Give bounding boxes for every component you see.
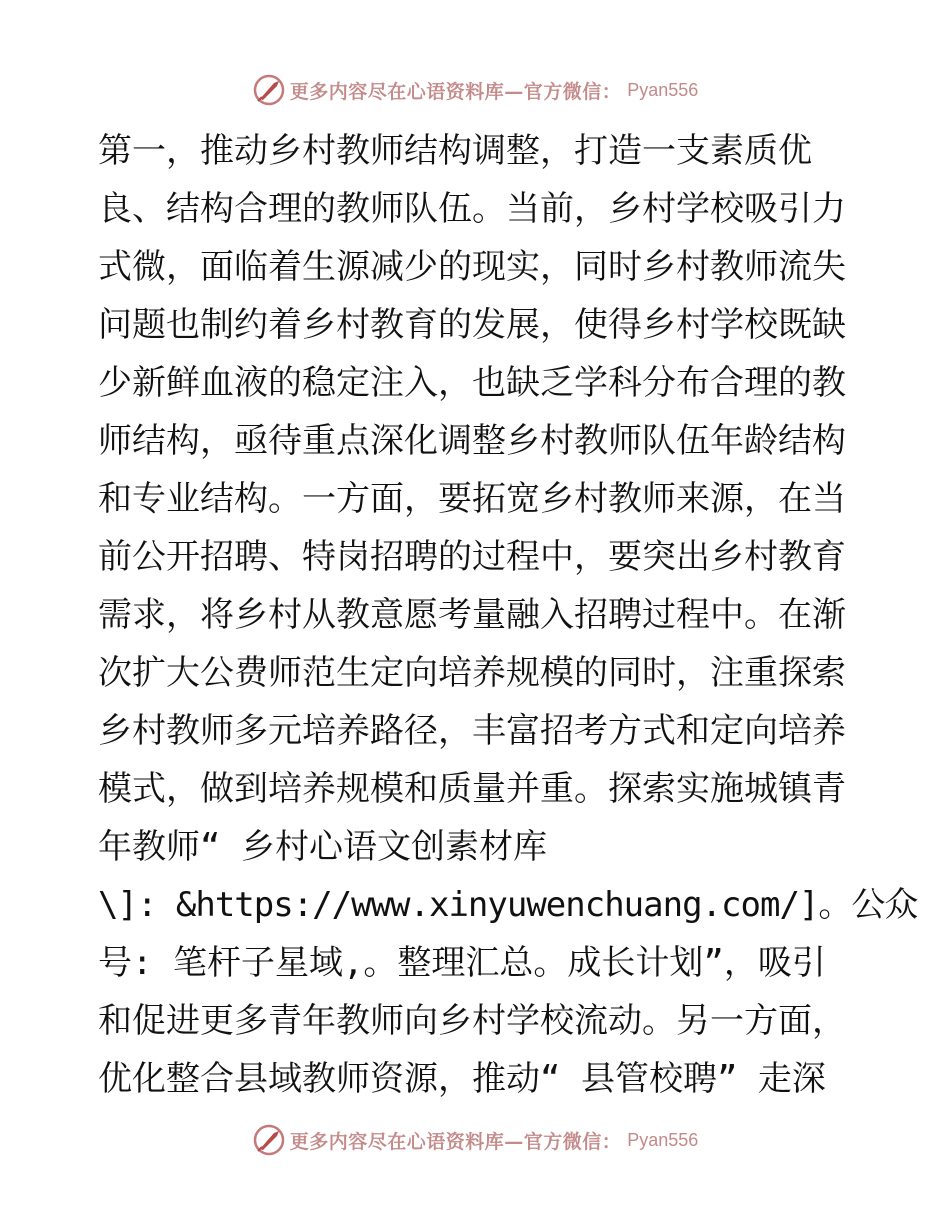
body-line-8: 前公开招聘、特岗招聘的过程中，要突出乡村教育 (98, 537, 846, 577)
body-line-11: 乡村教师多元培养路径，丰富招考方式和定向培养 (98, 711, 846, 751)
footer-wechat-id: Pyan556 (627, 1129, 699, 1150)
body-line-4: 问题也制约着乡村教育的发展，使得乡村学校既缺 (98, 305, 846, 345)
body-line-13: 年教师“ 乡村心语文创素材库 (98, 827, 547, 867)
footer-banner-text: 更多内容尽在心语资料库—官方微信： (289, 1130, 622, 1153)
body-line-7: 和专业结构。一方面，要拓宽乡村教师来源，在当 (98, 479, 846, 519)
body-line-10: 次扩大公费师范生定向培养规模的同时，注重探索 (98, 653, 846, 693)
body-line-5: 少新鲜血液的稳定注入，也缺乏学科分布合理的教 (98, 363, 846, 403)
body-line-15: 号: 笔杆子星域,。整理汇总。成长计划”，吸引 (98, 943, 826, 983)
body-line-16: 和促进更多青年教师向乡村学校流动。另一方面， (98, 1001, 846, 1041)
body-line-12: 模式，做到培养规模和质量并重。探索实施城镇青 (98, 769, 846, 809)
body-line-1: 第一，推动乡村教师结构调整，打造一支素质优 (98, 131, 812, 171)
quill-pen-logo-icon (252, 1123, 286, 1157)
body-line-6: 师结构，亟待重点深化调整乡村教师队伍年龄结构 (98, 421, 846, 461)
header-banner (0, 70, 950, 110)
quill-pen-logo-icon (252, 73, 286, 107)
body-line-9: 需求，将乡村从教意愿考量融入招聘过程中。在渐 (98, 595, 846, 635)
body-line-2: 良、结构合理的教师队伍。当前，乡村学校吸引力 (98, 189, 846, 229)
body-line-3: 式微，面临着生源减少的现实，同时乡村教师流失 (98, 247, 846, 287)
body-line-17: 优化整合县域教师资源，推动“ 县管校聘” 走深 (98, 1059, 826, 1099)
footer-banner (0, 1120, 950, 1160)
header-wechat-id: Pyan556 (627, 79, 699, 100)
document-body (98, 122, 918, 1108)
header-banner-text: 更多内容尽在心语资料库—官方微信： (289, 80, 622, 103)
body-line-14: \]: &https://www.xinyuwenchuang.com/]。公众 (98, 885, 918, 925)
